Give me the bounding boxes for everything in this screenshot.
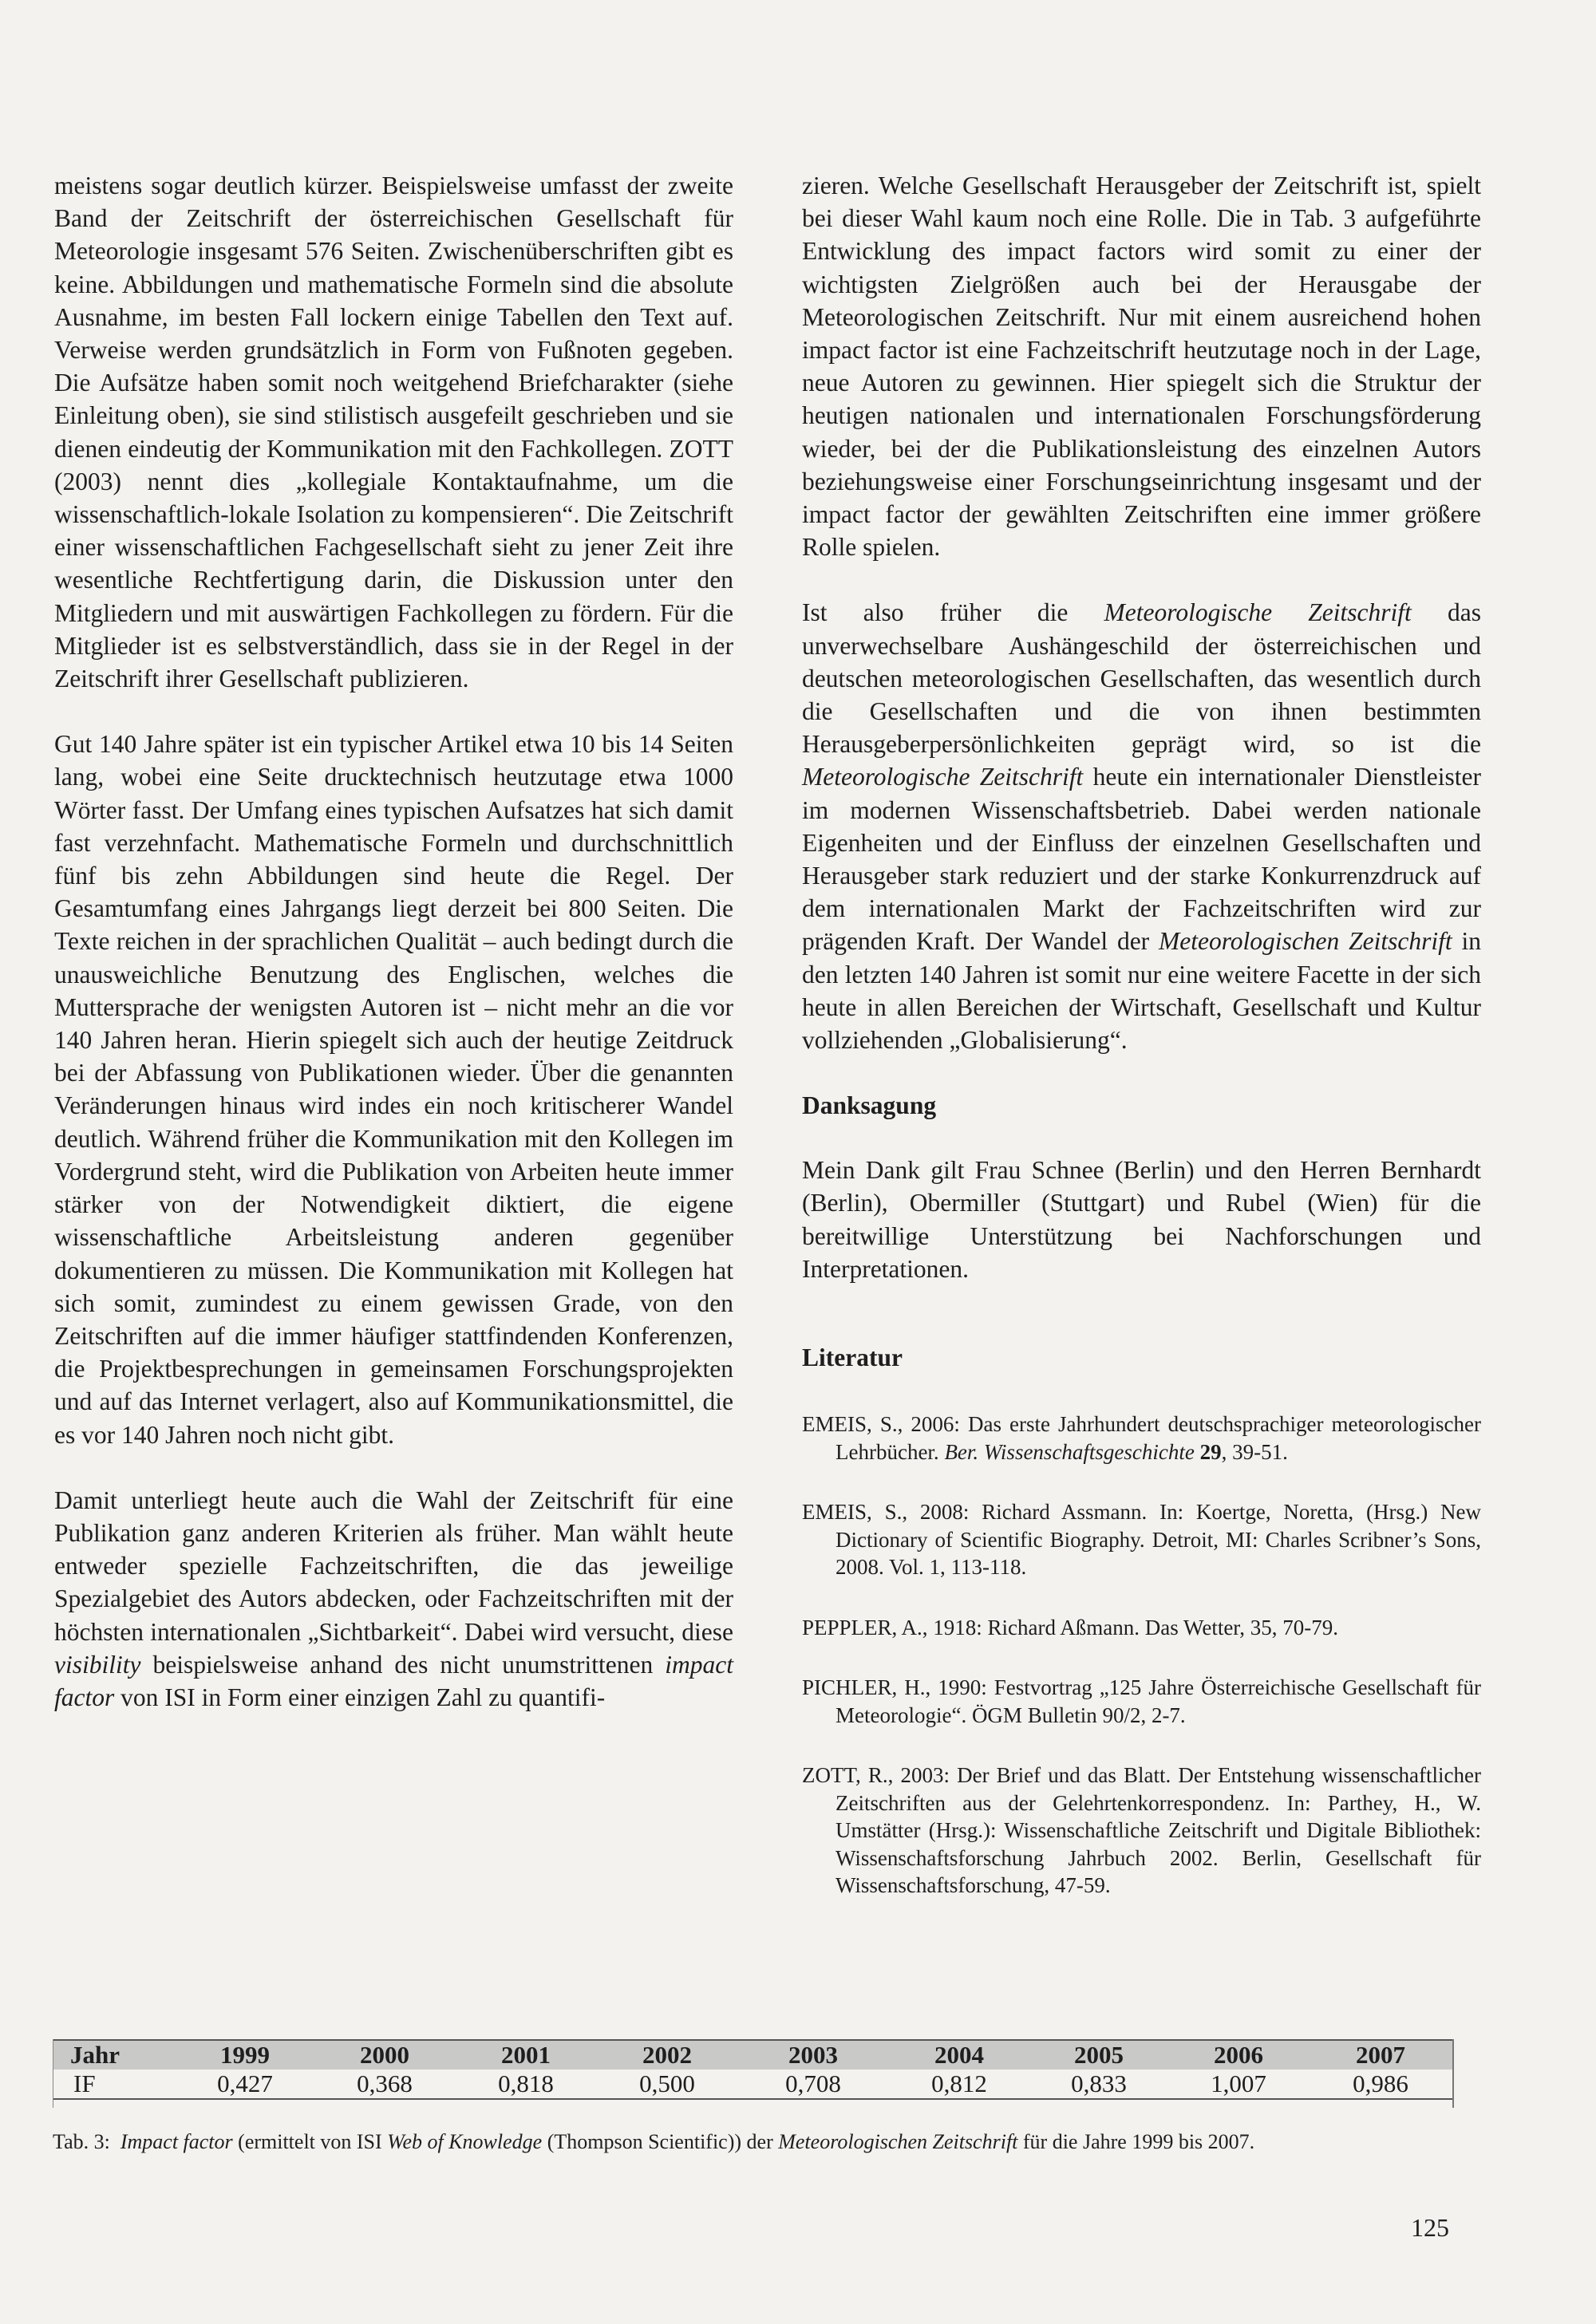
section-heading-acknowledgements: Danksagung <box>802 1091 937 1120</box>
reference-item: PEPPLER, A., 1918: Richard Aßmann. Das Wetter, 35, 70-79. <box>802 1615 1338 1639</box>
value-cell: 0,500 <box>597 2070 737 2099</box>
value-cell: 0,986 <box>1309 2070 1452 2099</box>
header-label-cell: Jahr <box>53 2040 176 2070</box>
page-number: 125 <box>1411 2213 1449 2242</box>
value-cell: 0,818 <box>455 2070 597 2099</box>
reference-list <box>802 1411 1481 1900</box>
reference-item: ZOTT, R., 2003: Der Brief und das Blatt. Der Entstehung wissenschaftlicher Zeitschriften aus der Gelehrtenkorrespondenz. In: Parthey, H., W. Umstätter (Hrsg.): Wissenschaftliche Zeitschrift und Digitale Bibliothek: Wissenschaftsforschung Jahrbuch 2002. Berlin, Gesellschaft für Wissenschaftsforschung, 47-59. <box>802 1763 1481 1898</box>
year-cell: 2006 <box>1168 2040 1309 2070</box>
year-cell: 2007 <box>1309 2040 1452 2070</box>
italic-term: Impact factor <box>120 2130 233 2153</box>
value-cell: 1,007 <box>1168 2070 1309 2099</box>
text-run: das unverwechselbare Aushängeschild der österreichischen und deutschen meteorologischen Gesellschaften, das wesentlich durch die Gesellschaften und die von ihnen bestimmten Herausgeberpersönlichkeiten geprägt wird, so ist die <box>802 598 1481 759</box>
text-run: beispielsweise anhand des nicht unumstrittenen <box>140 1650 666 1679</box>
paragraph: Gut 140 Jahre später ist ein typischer Artikel etwa 10 bis 14 Seiten lang, wobei eine Seite drucktechnisch heutzutage etwa 1000 Wörter fasst. Der Umfang eines typischen Aufsatzes hat sich damit fast verzehnfacht. Mathematische Formeln und durchschnittlich fünf bis zehn Abbildungen sind heute die Regel. Der Gesamtumfang eines Jahrgangs liegt derzeit bei 800 Seiten. Die Texte reichen in der sprachlichen Qualität – auch bedingt durch die unausweichliche Benutzung des Englischen, welches die Muttersprache der wenigsten Autoren ist – nicht mehr an die vor 140 Jahren heran. Hierin spiegelt sich auch der heutige Zeitdruck bei der Abfassung von Publikationen wieder. Über die genannten Veränderungen hinaus wird indes ein noch kritischerer Wandel deutlich. Während früher die Kommunikation mit den Kollegen im Vordergrund steht, wird die Publikation von Arbeiten heute immer stärker von der Notwendigkeit diktiert, die eigene wissenschaftliche Arbeitsleistung anderen gegenüber dokumentieren zu müssen. Die Kommunikation mit Kollegen hat sich somit, zumindest zu einem gewissen Grade, von den Zeitschriften auf die immer häufiger stattfindenden Konferenzen, die Projektbesprechungen in gemeinsamen Forschungsprojekten und auf das Internet verlagert, also auf Kommunikationsmittel, die es vor 140 Jahren noch nicht gibt. <box>54 730 733 1449</box>
reference-item <box>802 1411 1481 1466</box>
impact-factor-table <box>53 2039 1452 2100</box>
section-heading-literature: Literatur <box>802 1344 903 1372</box>
text-run: heute ein internationaler Dienstleister im modernen Wissenschaftsbetrieb. Dabei werden nationale Eigenheiten und der Einfluss der einzelnen Gesellschaften und Herausgeber stark reduziert und der starke Konkurrenzdruck auf dem internationalen Markt der Fachzeitschriften wird zur prägenden Kraft. Der Wandel der <box>802 763 1481 956</box>
table-row <box>53 2070 1452 2099</box>
paragraph: meistens sogar deutlich kürzer. Beispielsweise umfasst der zweite Band der Zeitschrift der österreichischen Gesellschaft für Meteorologie insgesamt 576 Seiten. Zwischenüberschriften gibt es keine. Abbildungen und mathematische Formeln sind die absolute Ausnahme, im besten Fall lockern einige Tabellen den Text auf. Verweise werden grundsätzlich in Form von Fußnoten gegeben. Die Aufsätze haben somit noch weitgehend Briefcharakter (siehe Einleitung oben), sie sind stilistisch ausgefeilt geschrieben und sie dienen eindeutig der Kommunikation mit den Fachkollegen. ZOTT (2003) nennt dies „kollegiale Kontaktaufnahme, um die wissenschaftlich-lokale Isolation zu kompensieren“. Die Zeitschrift einer wissenschaftlichen Fachgesellschaft sieht zu jener Zeit ihre wesentliche Rechtfertigung darin, die Diskussion unter den Mitgliedern und mit auswärtigen Fachkollegen zu fördern. Für die Mitglieder ist es selbstverständlich, dass sie in der Regel in der Zeitschrift ihrer Gesellschaft publizieren. <box>54 172 733 693</box>
italic-term: Meteorologische Zeitschrift <box>802 763 1084 791</box>
italic-term: visibility <box>54 1650 141 1679</box>
text-run: in den letzten 140 Jahren ist somit nur eine weitere Facette in der sich heute in allen Bereichen der Wirtschaft, Gesellschaft und Kultur vollziehenden „Globalisierung“. <box>802 927 1481 1055</box>
italic-term: Meteorologische Zeitschrift <box>1104 598 1412 627</box>
right-column <box>802 169 1481 1932</box>
value-cell: 0,833 <box>1029 2070 1168 2099</box>
text-run: Damit unterliegt heute auch die Wahl der Zeitschrift für eine Publikation ganz anderen Kriterien als früher. Man wählt heute entweder spezielle Fachzeitschriften, die das jeweilige Spezialgebiet des Autors abdecken, oder Fachzeitschriften mit der höchsten internationalen „Sichtbarkeit“. Dabei wird versucht, diese <box>54 1486 733 1646</box>
paragraph <box>54 1484 733 1714</box>
journal-name: Ber. Wissenschaftsgeschichte <box>944 1439 1195 1464</box>
year-cell: 1999 <box>176 2040 314 2070</box>
paragraph: zieren. Welche Gesellschaft Herausgeber der Zeitschrift ist, spielt bei dieser Wahl kaum noch eine Rolle. Die in Tab. 3 aufgeführte Entwicklung des impact factors wird somit zu einer der wichtigsten Zielgrößen auch bei der Herausgabe der Meteorologischen Zeitschrift. Nur mit einem ausreichend hohen impact factor ist eine Fachzeitschrift heutzutage noch in der Lage, neue Autoren zu gewinnen. Hier spiegelt sich die Struktur der heutigen nationalen und internationalen Forschungsförderung wieder, bei der die Publikationsleistung des einzelnen Autors beziehungsweise einer Forschungseinrichtung insgesamt und der impact factor der gewählten Zeitschriften eine immer größere Rolle spielen. <box>802 172 1481 562</box>
reference-item: EMEIS, S., 2008: Richard Assmann. In: Koertge, Noretta, (Hrsg.) New Dictionary of Scientific Biography. Detroit, MI: Charles Scribner’s Sons, 2008. Vol. 1, 113-118. <box>802 1500 1481 1580</box>
year-cell: 2005 <box>1029 2040 1168 2070</box>
year-cell: 2003 <box>737 2040 889 2070</box>
value-cell: 0,812 <box>889 2070 1029 2099</box>
year-cell: 2001 <box>455 2040 597 2070</box>
value-cell: 0,427 <box>176 2070 314 2099</box>
value-cell: 0,368 <box>314 2070 455 2099</box>
reference-item: PICHLER, H., 1990: Festvortrag „125 Jahre Österreichische Gesellschaft für Meteorologie“. ÖGM Bulletin 90/2, 2-7. <box>802 1675 1481 1727</box>
italic-term: Meteorologischen Zeitschrift <box>778 2130 1018 2153</box>
italic-term: Meteorologischen Zeitschrift <box>1159 927 1452 956</box>
text-run: für die Jahre 1999 bis 2007. <box>1017 2130 1255 2153</box>
year-cell: 2000 <box>314 2040 455 2070</box>
text-run: (Thompson Scientific)) der <box>542 2130 779 2153</box>
acknowledgement-text: Mein Dank gilt Frau Schnee (Berlin) und den Herren Bernhardt (Berlin), Obermiller (Stuttgart) und Rubel (Wien) für die bereitwillige Unterstützung bei Nachforschungen und Interpretationen. <box>802 1156 1481 1283</box>
table-caption <box>53 2129 1457 2156</box>
year-cell: 2004 <box>889 2040 1029 2070</box>
italic-term: Web of Knowledge <box>387 2130 543 2153</box>
table-header-row <box>53 2040 1452 2070</box>
row-label-cell: IF <box>53 2070 176 2099</box>
text-run: , 39-51. <box>1221 1439 1288 1464</box>
text-run: (ermittelt von ISI <box>232 2130 388 2153</box>
caption-label: Tab. 3: <box>53 2130 110 2153</box>
text-run: EMEIS, S., 2006: Das erste Jahrhundert deutschsprachiger meteorologischer Lehrbücher. <box>802 1412 1481 1464</box>
text-run: von ISI in Form einer einzigen Zahl zu quantifi- <box>114 1683 606 1711</box>
year-cell: 2002 <box>597 2040 737 2070</box>
paragraph <box>802 596 1481 1056</box>
left-column <box>54 169 733 1714</box>
text-run: Ist also früher die <box>802 598 1104 627</box>
italic-term: impact factor <box>54 1650 733 1711</box>
value-cell: 0,708 <box>737 2070 889 2099</box>
volume: 29 <box>1199 1439 1222 1464</box>
